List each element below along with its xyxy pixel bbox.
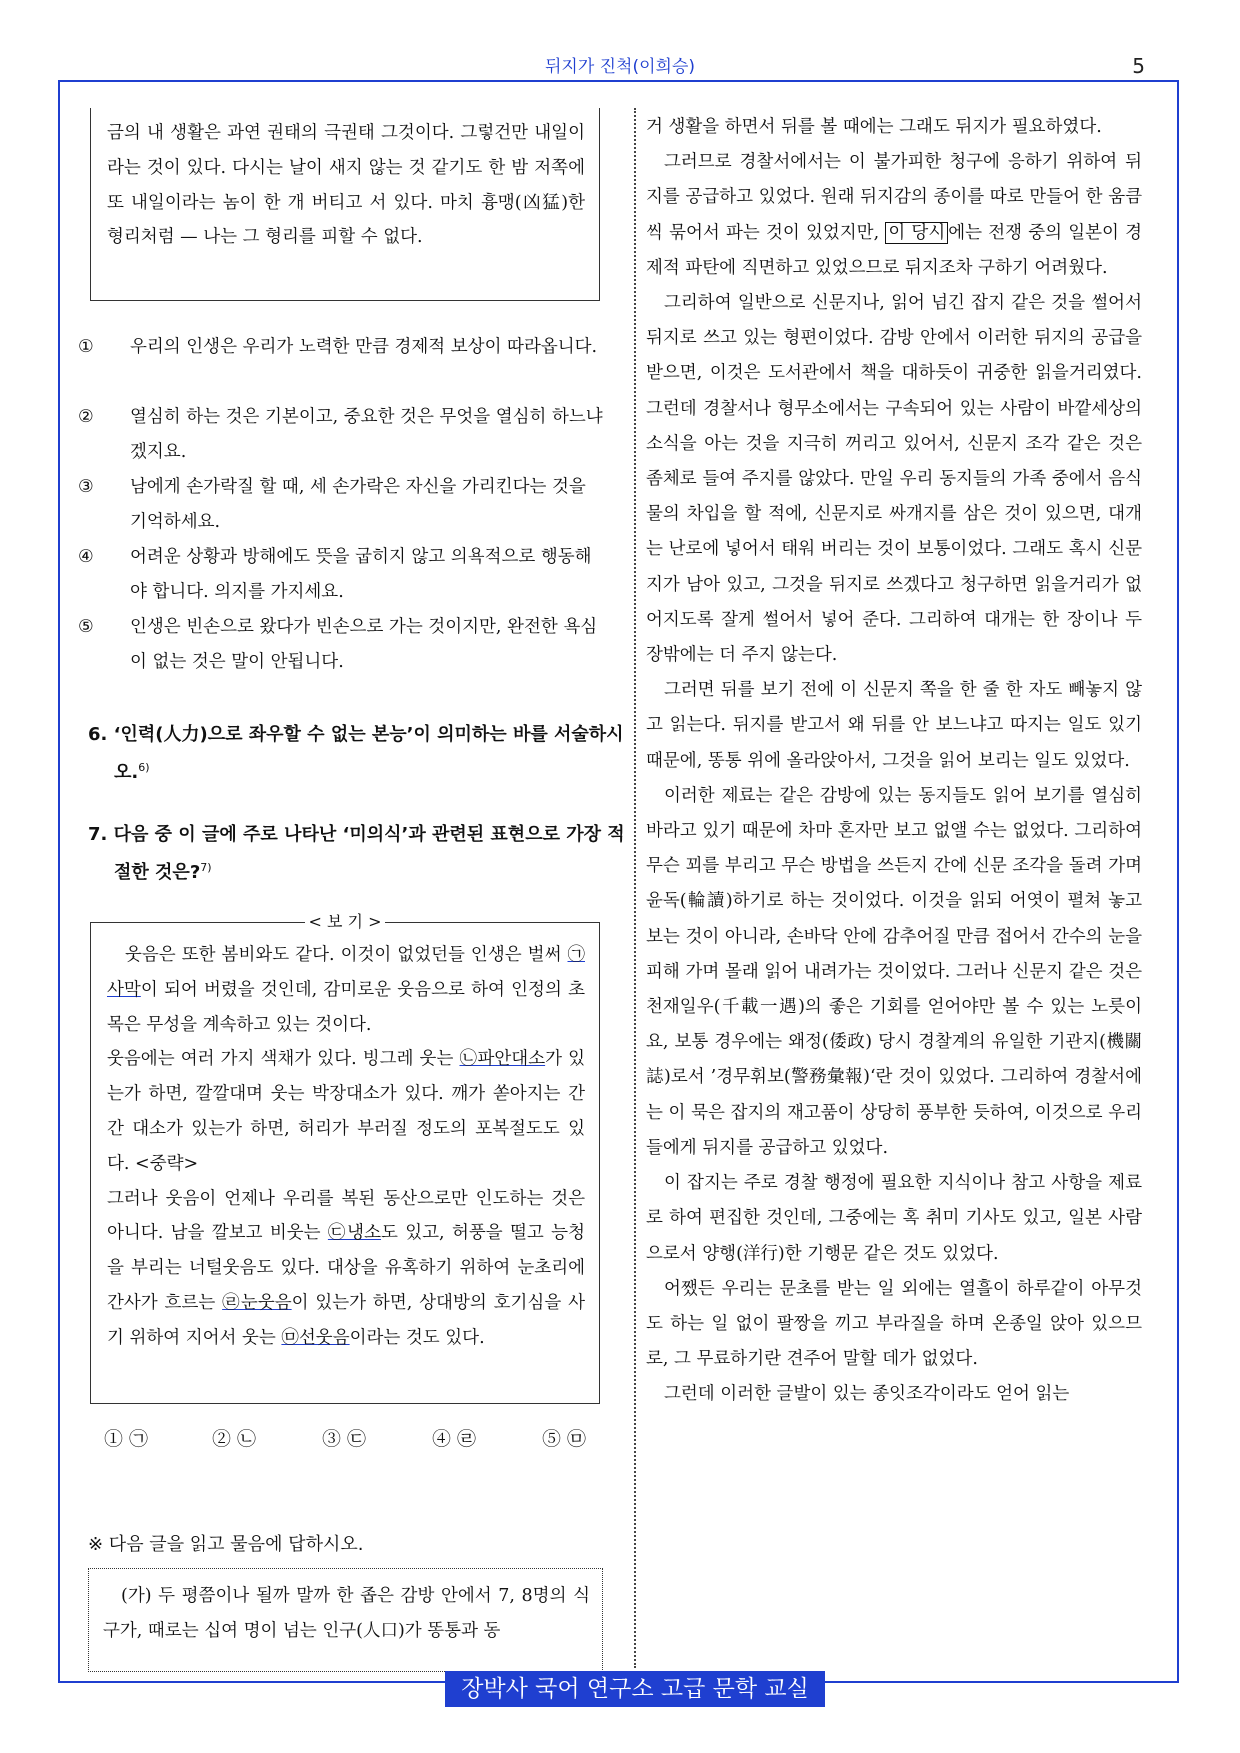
passage-continuation-text: 금의 내 생활은 과연 권태의 극권태 그것이다. 그렇건만 내일이라는 것이 있다. 다시는 날이 새지 않는 것 같기도 한 밤 저쪽에 또 내일이라는 놈이 한 개 버티고 서 있다. 마치 흉맹(凶猛)한 형리처럼 — 나는 그 형리를 피할 수 없다. bbox=[107, 123, 585, 248]
choice-5[interactable] bbox=[78, 610, 604, 680]
answer-option-5[interactable]: ⑤ ㉤ bbox=[542, 1428, 587, 1450]
bogi-text bbox=[91, 923, 599, 1356]
bogi-paragraph-3d: 이라는 것도 있다. bbox=[349, 1327, 485, 1348]
right-paragraph-2: 그러므로 경찰서에서는 이 불가피한 청구에 응하기 위하여 뒤지를 공급하고 있었다. 원래 뒤지감의 종이를 따로 만들어 한 움큼씩 묶어서 파는 것이 있었지만, 이 당시 에는 전쟁 중의 일본이 경제적 파탄에 직면하고 있었으므로 뒤지조차 구하기 어려웠다. bbox=[646, 152, 1142, 278]
choice-3[interactable] bbox=[78, 470, 604, 540]
right-paragraph-8: 그런데 이러한 글발이 있는 종잇조각이라도 얻어 읽는 bbox=[664, 1384, 1070, 1405]
choice-number: ⑤ bbox=[78, 617, 94, 637]
instruction-notice: ※ 다음 글을 읽고 물음에 답하시오. bbox=[88, 1534, 364, 1555]
choice-4[interactable] bbox=[78, 540, 604, 610]
bogi-label: < 보 기 > bbox=[305, 912, 386, 931]
passage-ga-text: (가) 두 평쯤이나 될까 말까 한 좁은 감방 안에서 7, 8명의 식구가, 때로는 십여 명이 넘는 인구(人口)가 똥통과 동 bbox=[103, 1586, 590, 1641]
answer-option-1[interactable]: ① ㉠ bbox=[104, 1428, 149, 1450]
right-column-text bbox=[646, 110, 1142, 1413]
choice-text: 열심히 하는 것은 기본이고, 중요한 것은 무엇을 열심히 하느냐겠지요. bbox=[130, 407, 603, 462]
right-paragraph-7: 어쨌든 우리는 문초를 받는 일 외에는 열흘이 하루같이 아무것도 하는 일 없이 팔짱을 끼고 부라질을 하며 온종일 앉아 있으므로, 그 무료하기란 견주어 말할 데가 없었다. bbox=[646, 1278, 1142, 1370]
passage-continuation-box bbox=[90, 108, 600, 301]
choice-1[interactable] bbox=[78, 330, 604, 365]
bogi-paragraph-3c: 이 있는가 하면, 상대방의 호기심을 사기 위하여 지어서 웃는 bbox=[107, 1292, 585, 1348]
bogi-paragraph-3b: 도 있고, 허풍을 떨고 능청을 부리는 너털웃음도 있다. 대상을 유혹하기 위하여 눈초리에 간사가 흐르는 bbox=[107, 1223, 585, 1313]
choice-2[interactable] bbox=[78, 400, 604, 470]
choice-number: ① bbox=[78, 337, 94, 357]
choice-number: ③ bbox=[78, 477, 94, 497]
footer-banner: 장박사 국어 연구소 고급 문학 교실 bbox=[445, 1671, 825, 1707]
question-7 bbox=[88, 818, 634, 889]
mark-d: ㉣눈웃음 bbox=[222, 1292, 292, 1313]
answer-option-3[interactable]: ③ ㉢ bbox=[322, 1428, 367, 1450]
running-title: 뒤지가 진척(이희승) bbox=[544, 57, 696, 77]
bogi-paragraph-1b: 이 되어 버렸을 것인데, 감미로운 웃음으로 하여 인정의 초목은 무성을 계속하고 있는 것이다. bbox=[107, 979, 585, 1035]
bogi-paragraph-2b: 가 있는가 하면, 깔깔대며 웃는 박장대소가 있다. 깨가 쏟아지는 간간 대소가 있는가 하면, 허리가 부러질 정도의 포복절도도 있다. <중략> bbox=[107, 1049, 586, 1174]
column-divider bbox=[634, 108, 636, 1668]
choice-text: 우리의 인생은 우리가 노력한 만큼 경제적 보상이 따라옵니다. bbox=[130, 337, 598, 357]
bogi-paragraph-2: 웃음에는 여러 가지 색채가 있다. 빙그레 웃는 bbox=[107, 1049, 460, 1070]
right-paragraph-1: 거 생활을 하면서 뒤를 볼 때에는 그래도 뒤지가 필요하였다. bbox=[646, 117, 1102, 137]
choice-text: 남에게 손가락질 할 때, 세 손가락은 자신을 가리킨다는 것을 기억하세요. bbox=[130, 477, 586, 532]
question-7-text: 7. 다음 중 이 글에 주로 나타난 ‘미의식’과 관련된 표현으로 가장 적절한 것은? bbox=[88, 824, 625, 883]
bogi-box bbox=[90, 912, 600, 1404]
mark-a: ㉠사막 bbox=[107, 945, 585, 1000]
choice-text: 어려운 상황과 방해에도 뜻을 굽히지 않고 의욕적으로 행동해야 합니다. 의지를 가지세요. bbox=[130, 547, 592, 602]
right-paragraph-3: 그리하여 일반으로 신문지나, 읽어 넘긴 잡지 같은 것을 썰어서 뒤지로 쓰고 있는 형편이었다. 감방 안에서 이러한 뒤지의 공급을 받으면, 이것은 도서관에서 책을 대하듯이 귀중한 읽을거리였다. 그런데 경찰서나 형무소에서는 구속되어 있는 사람이 바깥세상의 소식을 아는 것을 지극히 꺼리고 있어서, 신문지 조각 같은 것은 좀체로 들여 주지를 않았다. 만일 우리 동지들의 가족 중에서 음식물의 차입을 할 적에, 신문지로 싸개지를 삼은 것이 있으면, 대개는 난로에 넣어서 태워 버리는 것이 보통이었다. 그래도 혹시 신문지가 남아 있고, 그것을 뒤지로 쓰겠다고 청구하면 읽을거리가 없어지도록 잘게 썰어서 넣어 준다. 그리하여 대개는 한 장이나 두 장밖에는 더 주지 않는다. bbox=[646, 293, 1142, 666]
choice-number: ② bbox=[78, 407, 94, 427]
mark-e: ㉤선웃음 bbox=[281, 1327, 350, 1348]
question-6 bbox=[88, 718, 634, 789]
right-paragraph-5: 이러한 제료는 같은 감방에 있는 동지들도 읽어 보기를 열심히 바라고 있기 때문에 차마 혼자만 보고 없앨 수는 없었다. 그리하여 무슨 꾀를 부리고 무슨 방법을 쓰든지 간에 신문 조각을 돌려 가며 윤독(輪讀)하기로 하는 것이었다. 이것을 읽되 어엿이 펼쳐 놓고 보는 것이 아니라, 손바닥 안에 감추어질 만큼 접어서 간수의 눈을 피해 가며 몰래 읽어 내려가는 것이었다. 그러나 신문지 같은 것은 천재일우(千載一遇)의 좋은 기회를 얻어야만 볼 수 있는 노릇이요, 보통 경우에는 왜정(倭政) 당시 경찰계의 유일한 기관지(機關誌)로서 ’경무휘보(警務彙報)‘란 것이 있었다. 그리하여 경찰서에는 이 묵은 잡지의 재고품이 상당히 풍부한 듯하여, 이것으로 우리들에게 뒤지를 공급하고 있었다. bbox=[646, 785, 1142, 1158]
answer-option-4[interactable]: ④ ㉣ bbox=[432, 1428, 477, 1450]
mark-b: ㉡파안대소 bbox=[459, 1049, 546, 1070]
footnote-mark: 6) bbox=[138, 761, 150, 774]
question-6-text: 6. ‘인력(人力)으로 좌우할 수 없는 본능’이 의미하는 바를 서술하시오. bbox=[88, 724, 624, 783]
answer-option-2[interactable]: ② ㉡ bbox=[212, 1428, 257, 1450]
bogi-paragraph-1: 웃음은 또한 봄비와도 같다. 이것이 없었던들 인생은 벌써 bbox=[125, 945, 568, 965]
choice-number: ④ bbox=[78, 547, 94, 567]
passage-ga-box bbox=[88, 1568, 603, 1672]
mark-c: ㉢냉소 bbox=[327, 1223, 381, 1244]
bogi-paragraph-3: 그러나 웃음이 언제나 우리를 복된 동산으로만 인도하는 것은 아니다. 남을 깔보고 비웃는 bbox=[107, 1188, 585, 1244]
right-paragraph-4: 그러면 뒤를 보기 전에 이 신문지 쪽을 한 줄 한 자도 빼놓지 않고 읽는다. 뒤지를 받고서 왜 뒤를 안 보느냐고 따지는 일도 있기 때문에, 똥통 위에 올라앉아서, 그것을 읽어 보리는 일도 있었다. bbox=[646, 680, 1142, 771]
right-paragraph-6: 이 잡지는 주로 경찰 행정에 필요한 지식이나 참고 사항을 제료로 하여 편집한 것인데, 그중에는 혹 취미 기사도 있고, 일본 사람으로서 양행(洋行)한 기행문 같은 것도 있었다. bbox=[646, 1173, 1142, 1264]
choice-text: 인생은 빈손으로 왔다가 빈손으로 가는 것이지만, 완전한 욕심이 없는 것은 말이 안됩니다. bbox=[130, 617, 598, 672]
page-number: 5 bbox=[1132, 54, 1145, 78]
footnote-mark: 7) bbox=[200, 861, 212, 874]
boxed-phrase: 이 당시 bbox=[885, 222, 948, 244]
